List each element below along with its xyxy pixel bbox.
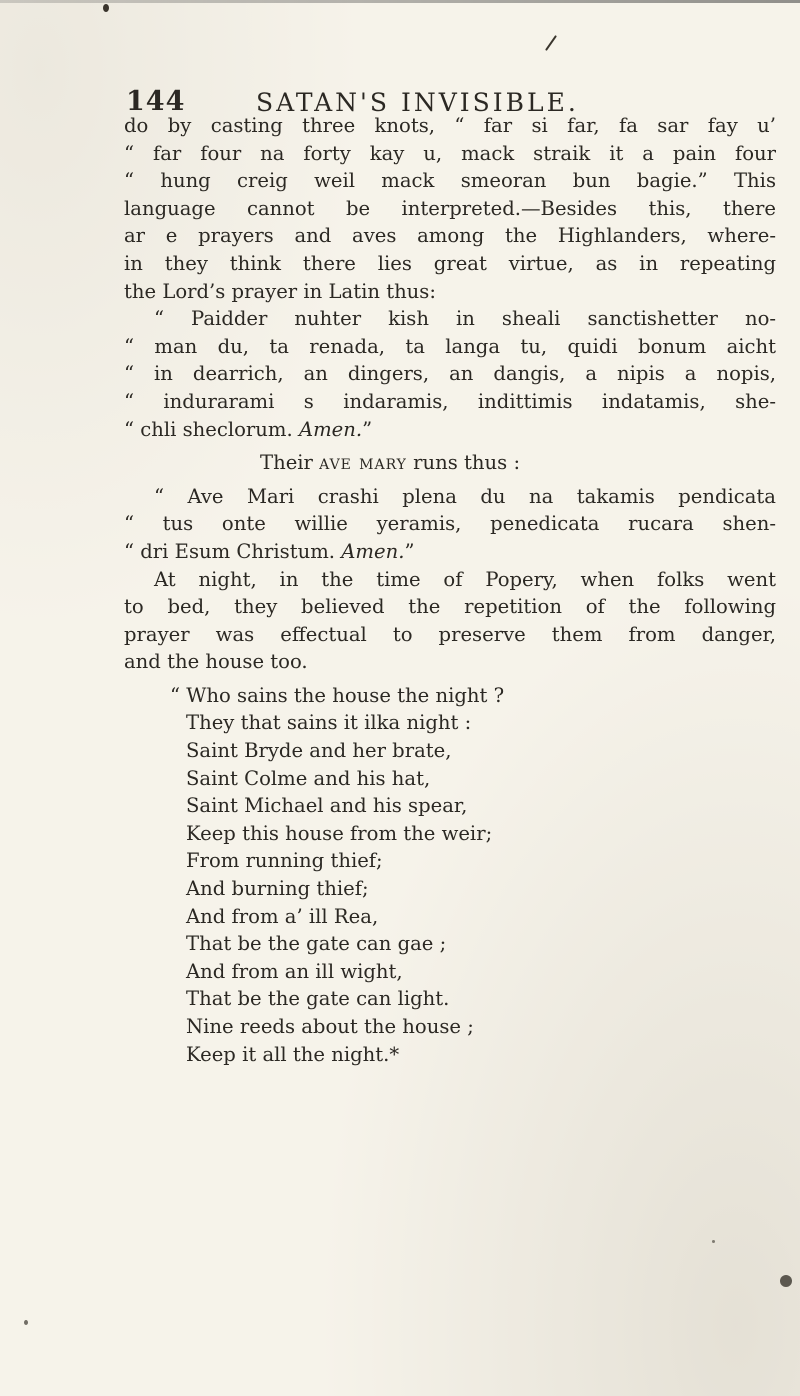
latin-prayer-line: “ Paidder nuhter kish in sheali sanctishetter no- (154, 307, 776, 331)
text-line: to bed, they believed the repetition of the following (124, 595, 776, 619)
amen-word: Amen. (298, 417, 363, 441)
heading-word: runs thus : (413, 451, 521, 475)
text-line: ar e prayers and aves among the Highlanders, where- (124, 224, 776, 248)
text-line: prayer was effectual to preserve them from danger, (124, 622, 776, 646)
text-line: and the house too. (124, 650, 308, 674)
verse-line: Saint Colme and his hat, (186, 766, 431, 790)
verse-line: They that sains it ilka night : (186, 711, 472, 735)
verse-line: Saint Michael and his spear, (186, 794, 468, 818)
verse-line: And from an ill wight, (186, 959, 403, 983)
heading-word: Their (260, 451, 313, 475)
verse-line: That be the gate can light. (186, 987, 450, 1011)
text-line: do by casting three knots, “ far si far, fa sar fay u’ (124, 114, 776, 137)
ink-speck (24, 1320, 28, 1325)
text-line: in they think there lies great virtue, as in repeating (124, 251, 776, 275)
ave-mary-line: “ Ave Mari crashi plena du na takamis pendicata (154, 484, 776, 508)
amen-word: Amen. (341, 539, 405, 563)
verse-line: From running thief; (186, 849, 383, 873)
verse-line: That be the gate can gae ; (186, 932, 447, 956)
text-line: “ far four na forty kay u, mack straik it a pain four (124, 141, 776, 165)
ink-speck (545, 35, 557, 51)
verse-line: Keep it all the night.* (186, 1042, 400, 1066)
verse-line: “ Who sains the house the night ? (170, 683, 505, 707)
text-line: At night, in the time of Popery, when folks went (154, 567, 776, 591)
verse-line: And from a’ ill Rea, (186, 904, 379, 928)
ave-mary-line (124, 538, 776, 566)
verse-line: Nine reeds about the house ; (186, 1015, 474, 1038)
verse-line: Keep this house from the weir; (186, 821, 493, 845)
latin-prayer-line (124, 416, 776, 444)
text-line: “ hung creig weil mack smeoran bun bagie.” This (124, 169, 776, 193)
latin-prayer-line: “ in dearrich, an dingers, an dangis, a nipis a nopis, (124, 362, 776, 386)
prayer-text: “ dri Esum Christum. (124, 539, 336, 563)
ave-mary-line: “ tus onte willie yeramis, penedicata rucara shen- (124, 512, 776, 536)
running-title: SATAN'S INVISIBLE. (256, 88, 579, 117)
heading-small-caps: ave mary (319, 451, 407, 475)
body-text (124, 112, 776, 1068)
page-number: 144 (126, 86, 186, 117)
ink-speck (780, 1275, 792, 1287)
text-line: language cannot be interpreted.—Besides this, there (124, 196, 776, 220)
verse-line: And burning thief; (186, 877, 369, 901)
prayer-text: “ chli sheclorum. (124, 417, 293, 441)
latin-prayer-line: “ man du, ta renada, ta langa tu, quidi bonum aicht (124, 334, 776, 358)
ave-mary-heading (124, 449, 776, 477)
page-top-edge (0, 0, 800, 3)
verse-line: Saint Bryde and her brate, (186, 739, 452, 763)
closing-quote: ” (404, 539, 415, 563)
text-line: the Lord’s prayer in Latin thus: (124, 279, 436, 303)
ink-speck (712, 1240, 715, 1243)
latin-prayer-line: “ indurarami s indaramis, indittimis indatamis, she- (124, 389, 776, 413)
ink-speck (103, 4, 109, 12)
closing-quote: ” (362, 417, 373, 441)
